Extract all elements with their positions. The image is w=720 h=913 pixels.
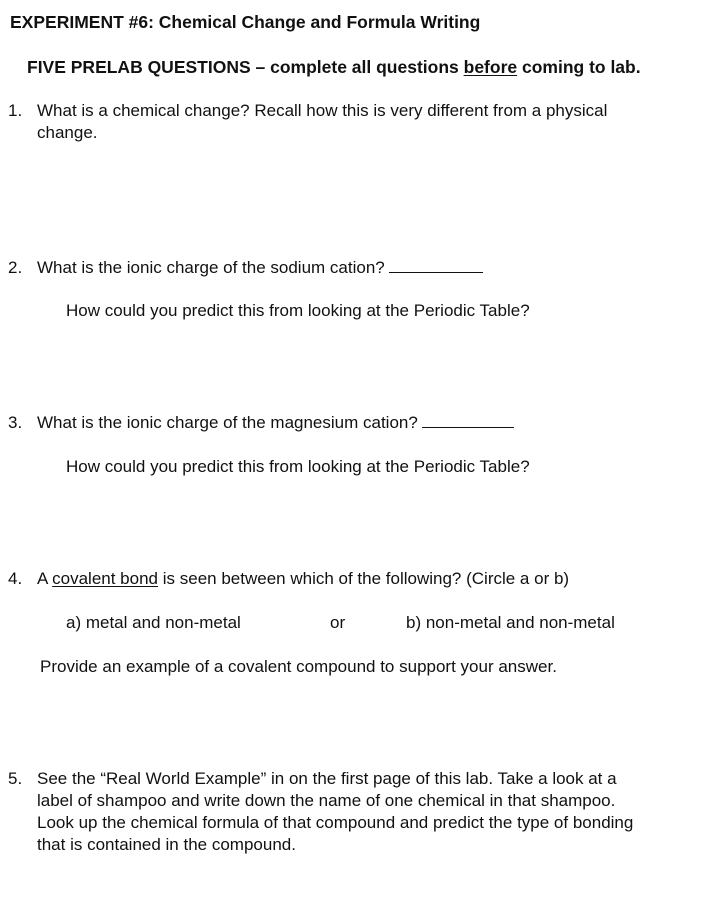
- question-3-text: [37, 412, 514, 434]
- subtitle-prefix: FIVE PRELAB QUESTIONS – complete all questions: [27, 57, 459, 77]
- question-4-term: covalent bond: [52, 569, 159, 588]
- question-2-prompt: What is the ionic charge of the sodium cation?: [37, 258, 385, 277]
- question-number: 2.: [8, 258, 23, 277]
- subtitle-suffix: coming to lab.: [521, 57, 641, 77]
- question-1-line-2: change.: [37, 123, 98, 142]
- question-number: 1.: [8, 101, 23, 120]
- question-4-prefix: A: [37, 569, 48, 588]
- question-4-followup: Provide an example of a covalent compound to support your answer.: [40, 657, 557, 676]
- subtitle-emphasis: before: [463, 57, 518, 77]
- page-subtitle: [27, 56, 641, 78]
- question-number: 5.: [8, 769, 23, 788]
- answer-blank[interactable]: [422, 413, 514, 428]
- option-a[interactable]: a) metal and non-metal: [66, 613, 241, 632]
- question-2-text: [37, 257, 483, 279]
- question-5-line-2: label of shampoo and write down the name of one chemical in that shampoo.: [37, 791, 616, 810]
- question-5-line-1: See the “Real World Example” in on the first page of this lab. Take a look at a: [37, 769, 617, 788]
- option-b[interactable]: b) non-metal and non-metal: [406, 613, 615, 632]
- question-5-line-3: Look up the chemical formula of that compound and predict the type of bonding: [37, 813, 634, 832]
- question-3-followup: How could you predict this from looking at the Periodic Table?: [66, 457, 530, 476]
- question-5-line-4: that is contained in the compound.: [37, 835, 296, 854]
- question-1-line-1: What is a chemical change? Recall how this is very different from a physical: [37, 101, 608, 120]
- answer-blank[interactable]: [389, 258, 483, 273]
- question-number: 3.: [8, 413, 23, 432]
- page-title: EXPERIMENT #6: Chemical Change and Formula Writing: [10, 12, 481, 32]
- question-3-prompt: What is the ionic charge of the magnesium cation?: [37, 413, 418, 432]
- or-label: or: [330, 613, 346, 632]
- question-4-text: [37, 568, 569, 590]
- question-4-suffix: is seen between which of the following? (Circle a or b): [162, 569, 570, 588]
- question-number: 4.: [8, 569, 23, 588]
- question-2-followup: How could you predict this from looking at the Periodic Table?: [66, 301, 530, 320]
